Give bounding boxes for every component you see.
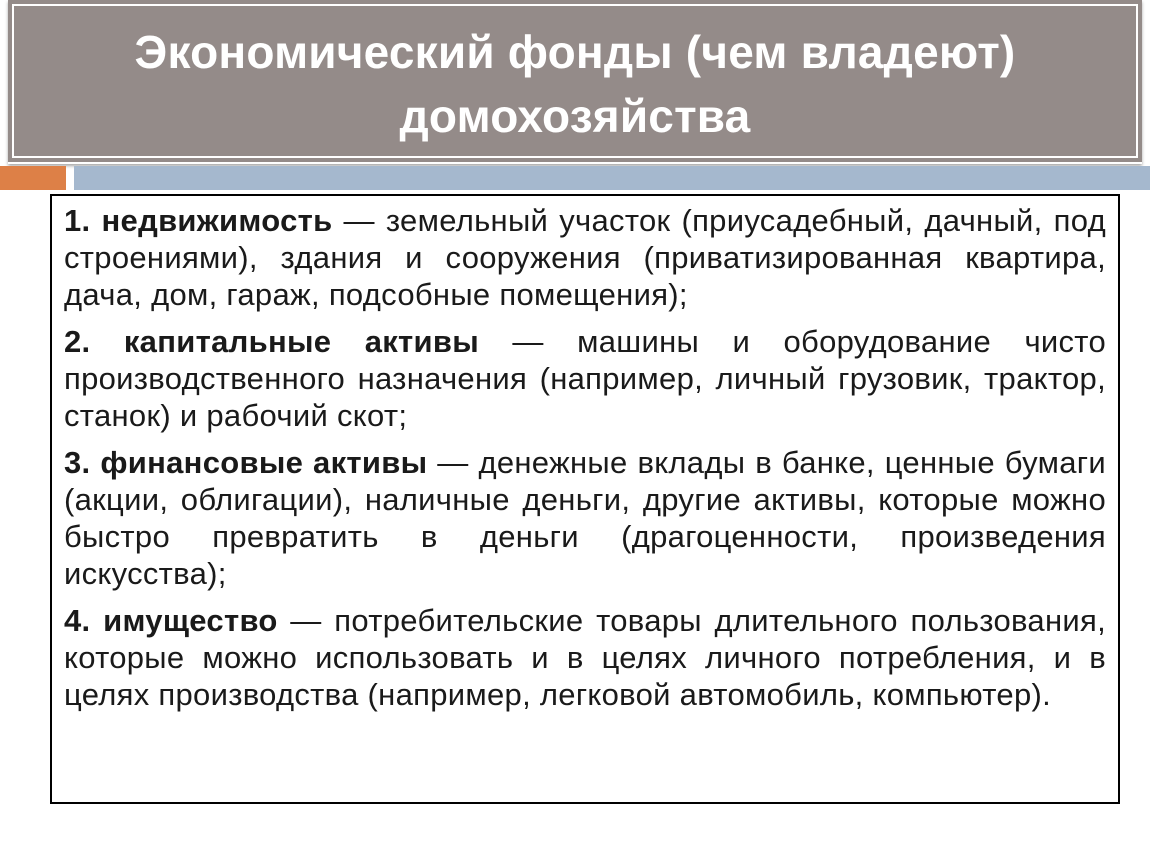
title-line-1: Экономический фонды (чем владеют) bbox=[134, 26, 1016, 78]
item-text: — земельный участок (приусадебный, дачный, под строениями), здания и сооружения (приватизированная квартира, дача, дом, гараж, подсобные помещения); bbox=[64, 203, 1106, 312]
accent-bar-blue bbox=[74, 166, 1150, 190]
slide-title bbox=[8, 20, 1142, 148]
item-term: 1. недвижимость bbox=[64, 203, 333, 238]
item-text: — машины и оборудование чисто производственного назначения (например, личный грузовик, трактор, станок) и рабочий скот; bbox=[64, 324, 1106, 433]
item-text: — денежные вклады в банке, ценные бумаги (акции, облигации), наличные деньги, другие активы, которые можно быстро превратить в деньги (драгоценности, произведения искусства); bbox=[64, 445, 1106, 591]
list-item bbox=[64, 323, 1106, 434]
item-term: 4. имущество bbox=[64, 603, 278, 638]
content-box bbox=[50, 194, 1120, 804]
title-line-2: домохозяйства bbox=[399, 90, 751, 142]
list-item bbox=[64, 444, 1106, 592]
item-term: 3. финансовые активы bbox=[64, 445, 428, 480]
item-term: 2. капитальные активы bbox=[64, 324, 480, 359]
accent-bar-orange bbox=[0, 166, 66, 190]
list-item bbox=[64, 202, 1106, 313]
list-item bbox=[64, 602, 1106, 713]
item-text: — потребительские товары длительного пользования, которые можно использовать и в целях личного потребления, и в целях производства (например, легковой автомобиль, компьютер). bbox=[64, 603, 1106, 712]
title-bar bbox=[8, 0, 1142, 164]
